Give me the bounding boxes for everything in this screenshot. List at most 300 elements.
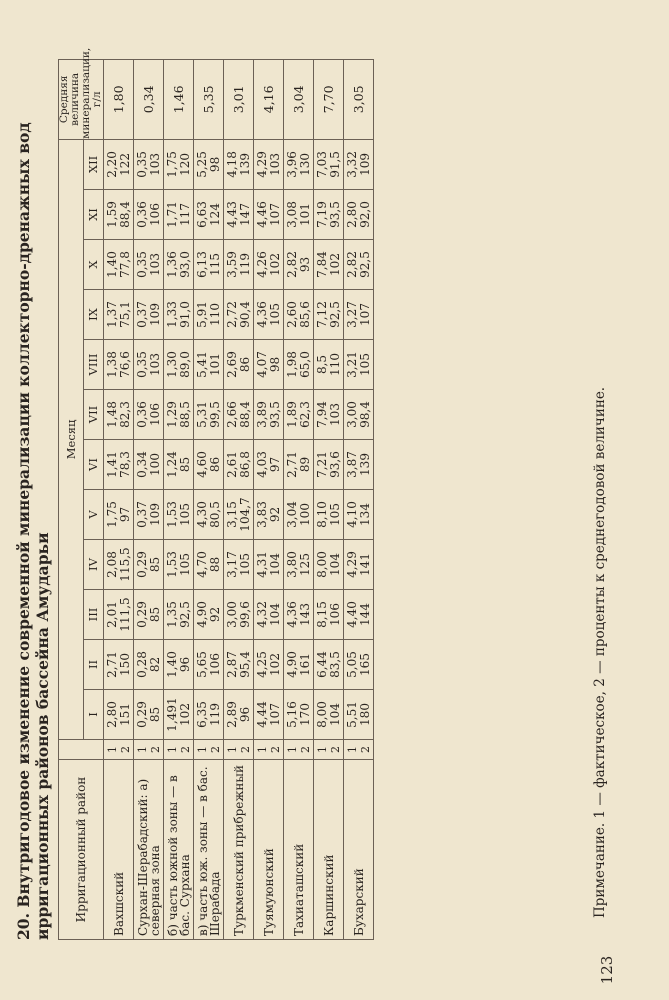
average-value: 3,01 [224,59,254,139]
actual-value: 8,15 [314,601,329,628]
percent-value: 97 [117,506,132,523]
actual-value: 7,94 [314,401,329,428]
percent-value: 99,6 [237,601,252,628]
actual-value: 1,30 [164,351,179,378]
average-value: 5,35 [194,59,224,139]
percent-value: 103 [327,403,342,426]
actual-value: 2,71 [284,451,299,478]
month-header-cell: VI [83,440,103,490]
month-value-cell [344,440,374,490]
actual-value: 5,51 [344,701,359,728]
percent-value: 96 [237,706,252,723]
month-value-cell [224,440,254,490]
percent-value: 124 [207,203,222,226]
percent-value: 93,5 [327,201,342,228]
percent-value: 85,6 [297,301,312,328]
actual-value: 0,36 [134,401,149,428]
actual-value: 1,40 [164,651,179,678]
month-value-cell [134,590,164,640]
percent-value: 104 [327,703,342,726]
row-type-label: 1 [255,746,269,753]
percent-value: 105 [267,303,282,326]
actual-value: 4,36 [284,601,299,628]
actual-value: 1,33 [164,301,179,328]
percent-value: 86 [237,356,252,373]
actual-value: 1,53 [164,551,179,578]
percent-value: 88,5 [177,401,192,428]
month-value-cell [314,340,344,390]
row-type-label: 1 [225,746,239,753]
percent-value: 180 [357,703,372,726]
month-value-cell [134,139,164,189]
percent-value: 85 [147,706,162,723]
percent-value: 92 [267,506,282,523]
month-value-cell [314,640,344,690]
row-type-label: 1 [345,746,359,753]
month-header-cell: X [83,240,103,290]
month-value-cell [284,190,314,240]
month-value-cell [164,590,194,640]
percent-value: 141 [357,553,372,576]
month-value-cell [164,340,194,390]
row-type-label: 2 [148,746,162,753]
percent-value: 105 [177,503,192,526]
actual-value: 3,80 [284,551,299,578]
row-type-label: 2 [118,746,132,753]
percent-value: 125 [297,553,312,576]
actual-value: 1,59 [104,201,119,228]
percent-value: 106 [147,403,162,426]
month-value-cell [284,290,314,340]
month-value-cell [254,590,284,640]
row-type-label: 1 [195,746,209,753]
region-name: б) часть южной зоны — в бас. Сурхана [164,760,194,940]
percent-value: 139 [237,152,252,176]
row-type [224,740,254,760]
row-type [284,740,314,760]
percent-value: 144 [357,603,372,626]
actual-value: 2,72 [224,301,239,328]
row-type [344,740,374,760]
month-header-cell: VII [83,390,103,440]
percent-value: 97 [267,456,282,473]
row-type [104,740,134,760]
actual-value: 0,37 [134,501,149,528]
month-value-cell [164,440,194,490]
month-value-cell [314,290,344,340]
month-value-cell [344,490,374,540]
actual-value: 3,96 [284,151,299,178]
actual-value: 3,04 [284,501,299,528]
row-type-label: 2 [238,746,252,753]
percent-value: 93,6 [327,451,342,478]
percent-value: 91,5 [327,151,342,178]
actual-value: 1,36 [164,251,179,278]
percent-value: 117 [177,203,192,226]
month-value-cell [284,640,314,690]
row-type-label: 2 [208,746,222,753]
actual-value: 1,35 [164,601,179,628]
month-value-cell [314,190,344,240]
month-header-cell: IV [83,540,103,590]
actual-value: 3,00 [224,601,239,628]
actual-value: 3,08 [284,201,299,228]
month-value-cell [254,290,284,340]
percent-value: 92,5 [177,601,192,628]
actual-value: 8,10 [314,501,329,528]
actual-value: 0,28 [134,651,149,678]
percent-value: 98 [207,156,222,173]
actual-value: 3,59 [224,251,239,278]
month-header-cell: III [83,590,103,640]
percent-value: 62,3 [297,401,312,428]
actual-value: 4,60 [194,451,209,478]
month-value-cell [254,139,284,189]
month-value-cell [164,190,194,240]
actual-value: 0,36 [134,201,149,228]
percent-value: 91,0 [177,301,192,328]
percent-value: 101 [207,353,222,376]
percent-value: 106 [147,203,162,226]
row-type [164,740,194,760]
percent-value: 107 [267,703,282,726]
actual-value: 1,89 [284,401,299,428]
actual-value: 7,21 [314,451,329,478]
month-value-cell [224,340,254,390]
row-type-label: 1 [285,746,299,753]
actual-value: 2,71 [104,651,119,678]
month-value-cell [224,139,254,189]
percent-value: 92,0 [357,201,372,228]
month-value-cell [224,190,254,240]
percent-value: 115 [207,253,222,276]
month-value-cell [344,390,374,440]
month-value-cell [104,139,134,189]
percent-value: 139 [357,453,372,476]
percent-value: 103 [147,253,162,276]
percent-value: 82 [147,656,162,673]
actual-value: 4,43 [224,201,239,228]
actual-value: 4,36 [254,301,269,328]
month-value-cell [164,640,194,690]
actual-value: 3,83 [254,501,269,528]
actual-value: 7,19 [314,201,329,228]
month-value-cell [284,490,314,540]
actual-value: 1,40 [104,251,119,278]
actual-value: 4,26 [254,251,269,278]
month-header-cell: XI [83,190,103,240]
percent-value: 109 [357,152,372,176]
row-type-label: 1 [165,746,179,753]
percent-value: 103 [267,152,282,176]
percent-value: 98 [267,356,282,373]
percent-value: 103 [147,353,162,376]
month-value-cell [254,240,284,290]
actual-value: 3,17 [224,551,239,578]
actual-value: 3,27 [344,301,359,328]
month-value-cell [194,240,224,290]
region-name: Туркменский прибрежный [224,760,254,940]
average-value: 7,70 [314,59,344,139]
page-number: 123 [598,955,616,985]
actual-value: 0,35 [134,151,149,178]
month-value-cell [314,139,344,189]
month-value-cell [104,440,134,490]
actual-value: 1,29 [164,401,179,428]
month-value-cell [194,690,224,740]
month-value-cell [134,190,164,240]
table-row [164,59,194,939]
percent-value: 98,4 [357,401,372,428]
month-value-cell [194,340,224,390]
month-value-cell [134,340,164,390]
actual-value: 4,18 [224,151,239,178]
percent-value: 115,5 [117,547,132,582]
actual-value: 4,32 [254,601,269,628]
percent-value: 102 [267,253,282,276]
month-value-cell [104,290,134,340]
month-value-cell [164,490,194,540]
actual-value: 1,37 [104,301,119,328]
month-value-cell [104,690,134,740]
actual-value: 1,71 [164,201,179,228]
month-header-cell: I [83,690,103,740]
region-name: Сурхан-Шерабадский: а) северная зона [134,760,164,940]
month-value-cell [284,240,314,290]
avg-header: Средняя величина минерализации, г/л [58,47,103,139]
actual-value: 5,05 [344,651,359,678]
average-value: 3,04 [284,59,314,139]
month-header-cell: IX [83,290,103,340]
actual-value: 4,29 [254,151,269,178]
actual-value: 4,29 [344,551,359,578]
percent-value: 104 [267,603,282,626]
percent-value: 107 [357,303,372,326]
type-header [59,740,104,760]
actual-value: 2,69 [224,351,239,378]
month-value-cell [254,390,284,440]
month-value-cell [104,390,134,440]
month-value-cell [104,540,134,590]
actual-value: 1,75 [164,151,179,178]
actual-value: 2,89 [224,701,239,728]
actual-value: 3,21 [344,351,359,378]
actual-value: 5,41 [194,351,209,378]
percent-value: 110 [207,303,222,326]
percent-value: 120 [177,152,192,176]
percent-value: 105 [237,553,252,576]
month-header: Месяц [59,139,84,739]
month-value-cell [344,190,374,240]
month-value-cell [254,190,284,240]
actual-value: 4,90 [194,601,209,628]
month-value-cell [344,640,374,690]
month-value-cell [224,240,254,290]
month-value-cell [344,139,374,189]
actual-value: 4,31 [254,551,269,578]
mineralization-table [58,47,374,940]
percent-value: 65,0 [297,351,312,378]
month-value-cell [254,690,284,740]
actual-value: 0,37 [134,301,149,328]
actual-value: 4,44 [254,701,269,728]
actual-value: 0,29 [134,551,149,578]
actual-value: 2,01 [104,601,119,628]
month-value-cell [314,540,344,590]
table-caption: 20. Внутригодовое изменение современной минерализации коллекторно-дренажных вод ирригационных районов бассейна Амударьи [14,122,52,940]
row-type [314,740,344,760]
percent-value: 85 [147,606,162,623]
month-value-cell [194,290,224,340]
month-value-cell [314,440,344,490]
region-name: Бухарский [344,760,374,940]
percent-value: 88,4 [237,401,252,428]
table-row [284,59,314,939]
row-type-label: 1 [315,746,329,753]
percent-value: 104,7 [237,497,252,532]
actual-value: 1,48 [104,401,119,428]
month-value-cell [344,340,374,390]
percent-value: 143 [297,603,312,626]
table-body [104,59,374,939]
month-value-cell [284,440,314,490]
average-value: 1,80 [104,59,134,139]
table-row [254,59,284,939]
actual-value: 8,00 [314,551,329,578]
month-value-cell [314,590,344,640]
actual-value: 1,75 [104,501,119,528]
actual-value: 4,70 [194,551,209,578]
month-value-cell [194,390,224,440]
month-value-cell [164,139,194,189]
month-value-cell [194,640,224,690]
month-value-cell [164,690,194,740]
percent-value: 76,6 [117,351,132,378]
month-value-cell [224,640,254,690]
percent-value: 96 [177,656,192,673]
actual-value: 0,29 [134,601,149,628]
month-header-cell: XII [83,139,103,189]
percent-value: 106 [207,653,222,676]
actual-value: 1,491 [164,697,179,732]
actual-value: 8,00 [314,701,329,728]
percent-value: 92,5 [327,301,342,328]
month-value-cell [164,240,194,290]
percent-value: 101 [297,203,312,226]
percent-value: 75,1 [117,301,132,328]
percent-value: 105 [357,353,372,376]
percent-value: 104 [327,553,342,576]
row-type-label: 2 [298,746,312,753]
percent-value: 88 [207,556,222,573]
percent-value: 106 [327,603,342,626]
row-type-label: 1 [105,746,119,753]
row-type [134,740,164,760]
percent-value: 82,3 [117,401,132,428]
actual-value: 7,12 [314,301,329,328]
actual-value: 7,84 [314,251,329,278]
actual-value: 6,63 [194,201,209,228]
month-value-cell [254,540,284,590]
month-value-cell [224,390,254,440]
percent-value: 103 [147,152,162,176]
actual-value: 5,25 [194,151,209,178]
month-value-cell [254,490,284,540]
percent-value: 122 [117,152,132,176]
actual-value: 0,29 [134,701,149,728]
table-row [134,59,164,939]
actual-value: 7,03 [314,151,329,178]
actual-value: 1,98 [284,351,299,378]
table-row [104,59,134,939]
month-value-cell [134,440,164,490]
average-value: 0,34 [134,59,164,139]
month-value-cell [164,290,194,340]
percent-value: 92 [207,606,222,623]
month-value-cell [314,390,344,440]
month-value-cell [194,440,224,490]
actual-value: 8,5 [314,354,329,375]
month-value-cell [194,590,224,640]
month-value-cell [104,590,134,640]
region-name: Вахшский [104,760,134,940]
row-type-label: 2 [328,746,342,753]
percent-value: 89,0 [177,351,192,378]
actual-value: 4,90 [284,651,299,678]
actual-value: 4,40 [344,601,359,628]
actual-value: 1,53 [164,501,179,528]
month-value-cell [344,540,374,590]
actual-value: 5,91 [194,301,209,328]
month-value-cell [224,590,254,640]
actual-value: 1,38 [104,351,119,378]
month-value-cell [104,190,134,240]
actual-value: 4,25 [254,651,269,678]
actual-value: 6,35 [194,701,209,728]
actual-value: 4,46 [254,201,269,228]
month-value-cell [134,240,164,290]
region-name: Каршинский [314,760,344,940]
month-value-cell [104,240,134,290]
actual-value: 6,13 [194,251,209,278]
month-header-cell: V [83,490,103,540]
percent-value: 165 [357,653,372,676]
month-value-cell [134,490,164,540]
month-value-cell [284,390,314,440]
percent-value: 161 [297,653,312,676]
actual-value: 6,44 [314,651,329,678]
average-value: 4,16 [254,59,284,139]
actual-value: 2,80 [344,201,359,228]
actual-value: 3,89 [254,401,269,428]
percent-value: 89 [297,456,312,473]
percent-value: 102 [327,253,342,276]
month-value-cell [314,240,344,290]
actual-value: 2,87 [224,651,239,678]
month-value-cell [224,490,254,540]
row-type-label: 1 [135,746,149,753]
month-value-cell [284,690,314,740]
actual-value: 5,65 [194,651,209,678]
month-value-cell [104,490,134,540]
percent-value: 93 [297,256,312,273]
month-value-cell [344,690,374,740]
month-value-cell [254,640,284,690]
month-value-cell [134,690,164,740]
percent-value: 147 [237,203,252,226]
month-value-cell [314,690,344,740]
month-value-cell [134,390,164,440]
